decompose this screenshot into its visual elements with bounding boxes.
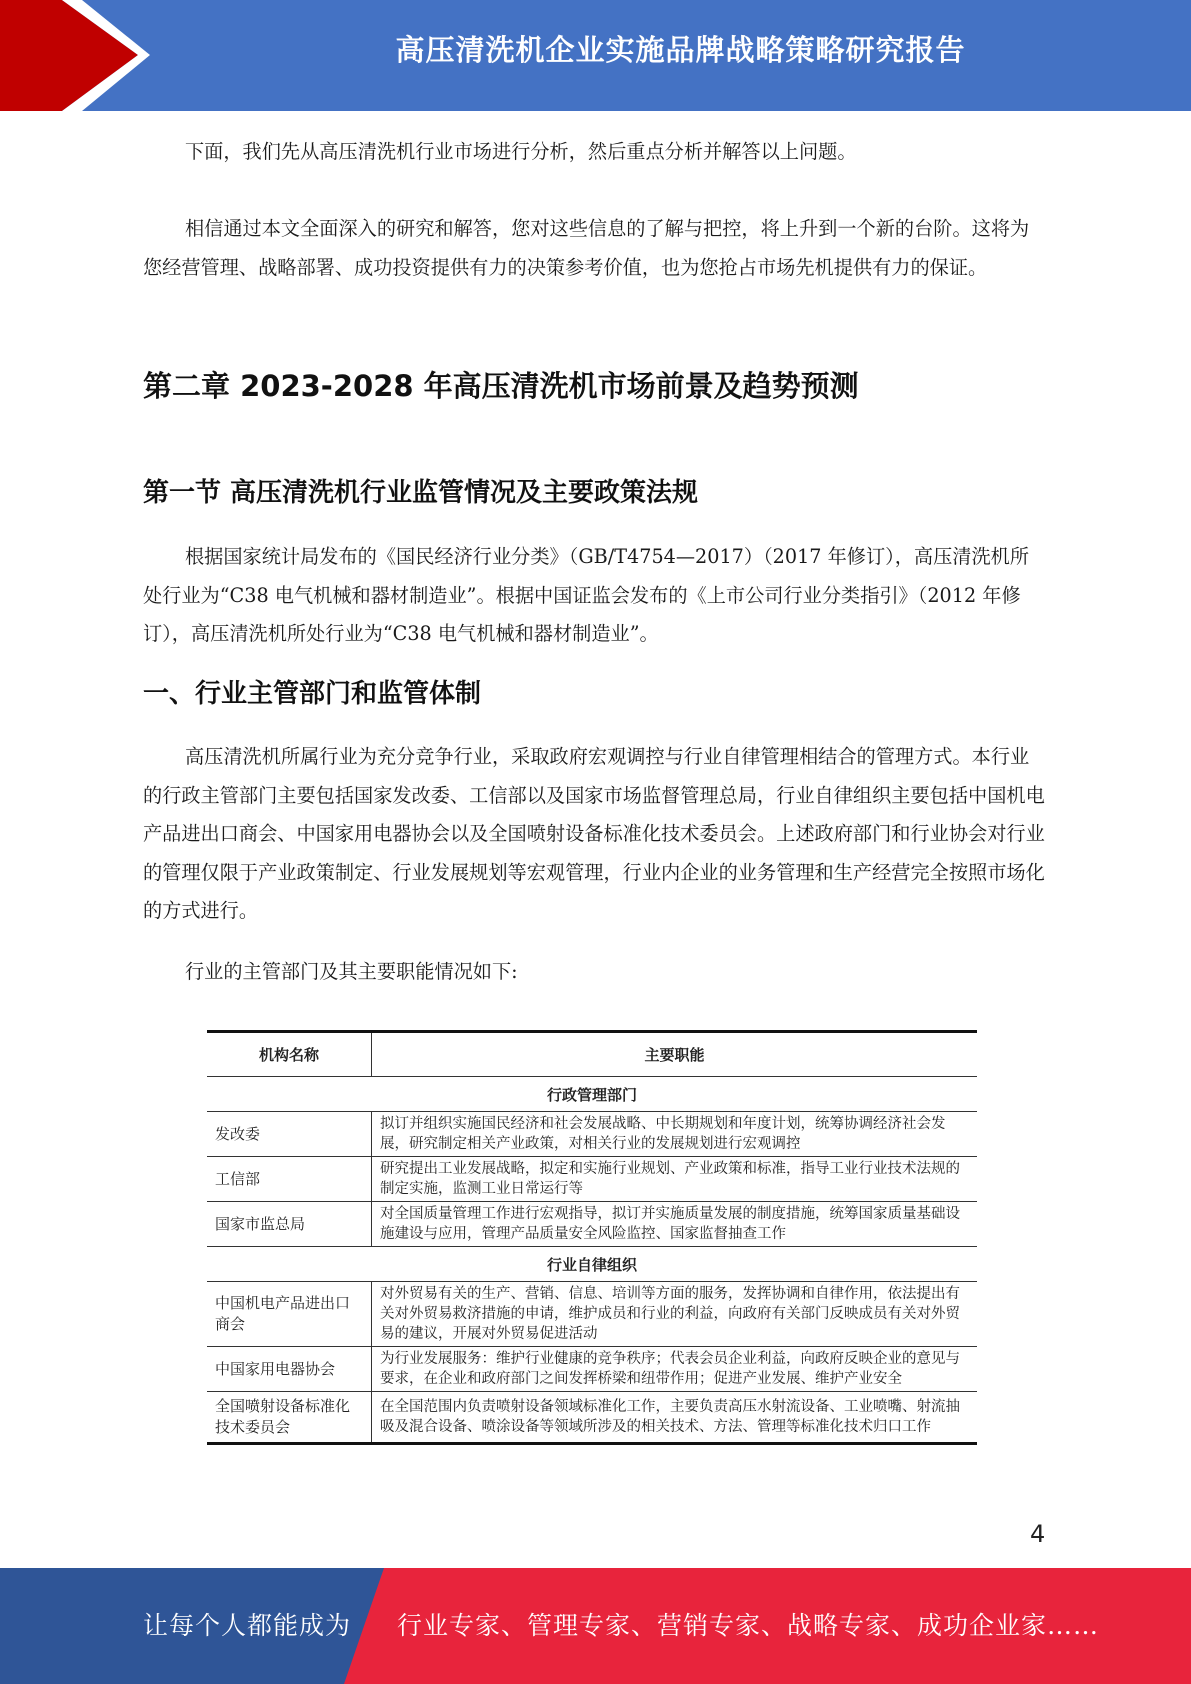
page-header (0, 0, 1191, 111)
footer-slogan-right: 行业专家、管理专家、营销专家、战略专家、成功企业家…… (397, 1611, 1100, 1640)
column-header-name: 机构名称 (207, 1032, 372, 1077)
table-row (207, 1392, 977, 1444)
classification-paragraph: 根据国家统计局发布的《国民经济行业分类》（GB/T4754—2017）（2017 年修订），高压清洗机所处行业为“C38 电气机械和器材制造业”。根据中国证监会发布的《上市公司行业分类指引》（2012 年修订），高压清洗机所处行业为“C38 电气机械和器材制造业”。 (143, 545, 1030, 645)
table-group-row (207, 1077, 977, 1112)
org-name: 中国机电产品进出口商会 (207, 1282, 372, 1347)
footer-slogan-left: 让每个人都能成为 (143, 1611, 352, 1640)
org-duty: 对全国质量管理工作进行宏观指导，拟订并实施质量发展的制度措施，统筹国家质量基础设施建设与应用，管理产品质量安全风险监控、国家监督抽查工作 (372, 1202, 978, 1247)
org-name: 国家市监总局 (207, 1202, 372, 1247)
group-label-admin: 行政管理部门 (207, 1077, 977, 1112)
column-header-duty: 主要职能 (372, 1032, 978, 1077)
table-header-row (207, 1032, 977, 1077)
org-name: 工信部 (207, 1157, 372, 1202)
table-row (207, 1282, 977, 1347)
regulation-paragraph: 高压清洗机所属行业为充分竞争行业，采取政府宏观调控与行业自律管理相结合的管理方式。本行业的行政主管部门主要包括国家发改委、工信部以及国家市场监督管理总局，行业自律组织主要包括中国机电产品进出口商会、中国家用电器协会以及全国喷射设备标准化技术委员会。上述政府部门和行业协会对行业的管理仅限于产业政策制定、行业发展规划等宏观管理，行业内企业的业务管理和生产经营完全按照市场化的方式进行。 (143, 745, 1045, 922)
table-group-row (207, 1247, 977, 1282)
page-footer (0, 1568, 1191, 1684)
org-duty: 在全国范围内负责喷射设备领域标准化工作，主要负责高压水射流设备、工业喷嘴、射流抽吸及混合设备、喷涂设备等领域所涉及的相关技术、方法、管理等标准化技术归口工作 (372, 1392, 978, 1444)
table-row (207, 1347, 977, 1392)
page-number: 4 (1030, 1520, 1046, 1548)
table-row (207, 1112, 977, 1157)
org-duty: 研究提出工业发展战略，拟定和实施行业规划、产业政策和标准，指导工业行业技术法规的制定实施，监测工业日常运行等 (372, 1157, 978, 1202)
org-name: 发改委 (207, 1112, 372, 1157)
org-name: 全国喷射设备标准化技术委员会 (207, 1392, 372, 1444)
table-row (207, 1202, 977, 1247)
org-duty: 对外贸易有关的生产、营销、信息、培训等方面的服务，发挥协调和自律作用，依法提出有关对外贸易救济措施的申请，维护成员和行业的利益，向政府有关部门反映成员有关对外贸易的建议，开展对外贸易促进活动 (372, 1282, 978, 1347)
authorities-table (207, 1030, 977, 1445)
chapter-title: 第二章 2023-2028 年高压清洗机市场前景及趋势预测 (143, 369, 859, 403)
report-title: 高压清洗机企业实施品牌战略策略研究报告 (395, 33, 966, 67)
intro-paragraph: 下面，我们先从高压清洗机行业市场进行分析，然后重点分析并解答以上问题。 (185, 140, 857, 163)
summary-paragraph: 相信通过本文全面深入的研究和解答，您对这些信息的了解与把控，将上升到一个新的台阶。这将为您经营管理、战略部署、成功投资提供有力的决策参考价值，也为您抢占市场先机提供有力的保证。 (143, 217, 1030, 279)
org-name: 中国家用电器协会 (207, 1347, 372, 1392)
group-label-self-regulatory: 行业自律组织 (207, 1247, 977, 1282)
section-title: 第一节 高压清洗机行业监管情况及主要政策法规 (143, 478, 699, 508)
header-arrow-icon (0, 0, 160, 111)
table-row (207, 1157, 977, 1202)
org-duty: 为行业发展服务：维护行业健康的竞争秩序；代表会员企业利益，向政府反映企业的意见与要求，在企业和政府部门之间发挥桥梁和纽带作用；促进产业发展、维护产业安全 (372, 1347, 978, 1392)
subsection-title: 一、行业主管部门和监管体制 (143, 679, 482, 709)
table-intro-paragraph: 行业的主管部门及其主要职能情况如下: (185, 960, 518, 983)
org-duty: 拟订并组织实施国民经济和社会发展战略、中长期规划和年度计划，统筹协调经济社会发展，研究制定相关产业政策，对相关行业的发展规划进行宏观调控 (372, 1112, 978, 1157)
